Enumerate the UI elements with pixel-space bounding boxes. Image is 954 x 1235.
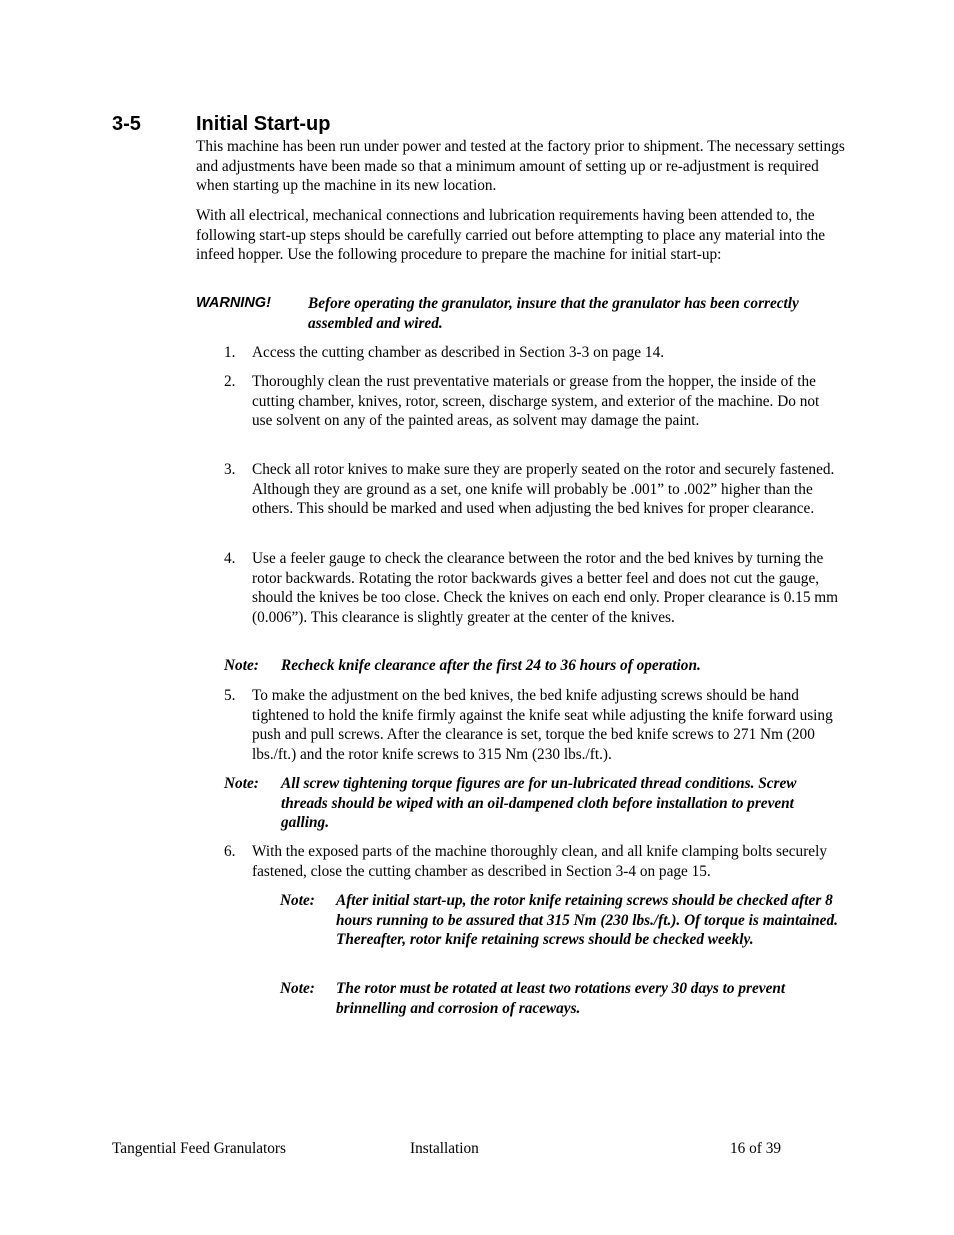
note-text: The rotor must be rotated at least two rotations every 30 days to prevent brinnelling and corrosion of raceways. xyxy=(336,980,786,1017)
footer-page-number: 16 of 39 xyxy=(730,1140,781,1157)
step-number: 4. xyxy=(224,550,236,567)
note-label: Note: xyxy=(224,657,259,674)
footer-document-title: Tangential Feed Granulators xyxy=(112,1140,286,1157)
section-heading xyxy=(112,112,330,136)
step-number: 3. xyxy=(224,461,236,478)
step-text: To make the adjustment on the bed knives, the bed knife adjusting screws should be hand tightened to hold the knife firmly against the knife seat while adjusting the knife forward using push and pull screws. After the clearance is set, torque the bed knife screws to 271 Nm (200 lbs./ft.) and the rotor knife screws to 315 Nm (230 lbs./ft.). xyxy=(252,687,833,764)
intro-paragraph-2: With all electrical, mechanical connections and lubrication requirements having been attended to, the following start-up steps should be carefully carried out before attempting to place any material into the infeed hopper. Use the following procedure to prepare the machine for initial start-up: xyxy=(196,207,826,264)
note-label: Note: xyxy=(224,775,259,792)
warning-text: Before operating the granulator, insure that the granulator has been correctly assembled and wired. xyxy=(308,295,799,332)
step-number: 5. xyxy=(224,687,236,704)
warning-label: WARNING! xyxy=(196,295,271,311)
section-number: 3-5 xyxy=(112,113,141,135)
note-label: Note: xyxy=(280,892,315,909)
step-text: Use a feeler gauge to check the clearance between the rotor and the bed knives by turning the rotor backwards. Rotating the rotor backwards gives a better feel and does not cut the gauge, should the knives be too close. Check the knives on each end only. Proper clearance is 0.15 mm (0.006”). This clearance is slightly greater at the center of the knives. xyxy=(252,550,839,627)
step-text: Access the cutting chamber as described in Section 3-3 on page 14. xyxy=(252,344,665,361)
footer-chapter: Installation xyxy=(410,1140,479,1157)
note-text: Recheck knife clearance after the first 24 to 36 hours of operation. xyxy=(281,657,701,674)
step-text: With the exposed parts of the machine thoroughly clean, and all knife clamping bolts securely fastened, close the cutting chamber as described in Section 3-4 on page 15. xyxy=(252,843,827,880)
section-title: Initial Start-up xyxy=(196,113,331,135)
note-text: All screw tightening torque figures are for un-lubricated thread conditions. Screw threads should be wiped with an oil-dampened cloth before installation to prevent galling. xyxy=(281,775,797,832)
note-label: Note: xyxy=(280,980,315,997)
step-text: Thoroughly clean the rust preventative materials or grease from the hopper, the inside of the cutting chamber, knives, rotor, screen, discharge system, and exterior of the machine. Do not use solvent on any of the painted areas, as solvent may damage the paint. xyxy=(252,373,820,430)
step-number: 2. xyxy=(224,373,236,390)
note-text: After initial start-up, the rotor knife retaining screws should be checked after 8 hours running to be assured that 315 Nm (230 lbs./ft.). Of torque is maintained. Thereafter, rotor knife retaining screws should be checked weekly. xyxy=(336,892,838,949)
step-number: 1. xyxy=(224,344,236,361)
step-number: 6. xyxy=(224,843,236,860)
step-text: Check all rotor knives to make sure they are properly seated on the rotor and securely fastened. Although they are ground as a set, one knife will probably be .001” to .002” higher than the others. This should be marked and used when adjusting the bed knives for proper clearance. xyxy=(252,461,835,518)
intro-paragraph-1: This machine has been run under power and tested at the factory prior to shipment. The necessary settings and adjustments have been made so that a minimum amount of setting up or re-adjustment is required when starting up the machine in its new location. xyxy=(196,138,845,195)
